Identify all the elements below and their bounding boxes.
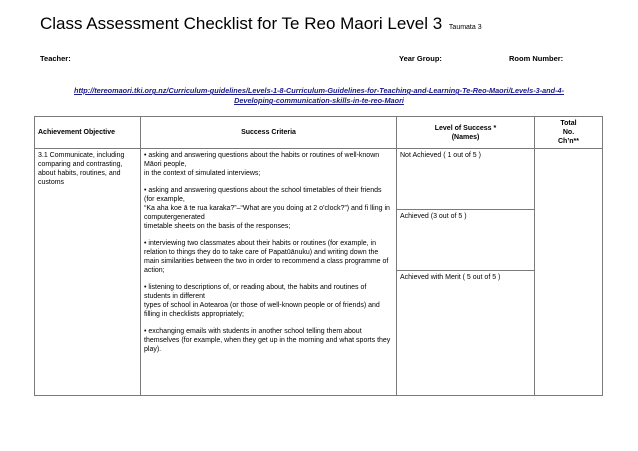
page-title <box>40 14 482 34</box>
header-total-line3: Ch’n** <box>558 138 579 145</box>
level-achieved[interactable]: Achieved (3 out of 5 ) <box>397 210 535 271</box>
header-total-line1: Total <box>560 120 577 127</box>
title-main: Class Assessment Checklist for Te Reo Maori Level 3 <box>40 14 443 33</box>
curriculum-link[interactable] <box>40 86 598 106</box>
header-level-line1: Level of Success * <box>434 124 497 132</box>
objective-cell: 3.1 Communicate, including comparing and contrasting, about habits, routines, and customs <box>35 149 141 396</box>
title-small: Taumata 3 <box>448 24 482 31</box>
criteria-item: • asking and answering questions about the school timetables of their friends (for example, “Ka aha koe ā te rua karaka?”–“What are you doing at 2 o’clock?”) and fi lling in computergenerated timetable sheets on the basis of the responses; <box>144 187 390 230</box>
header-level-line2: (Names) <box>451 133 480 141</box>
level-merit[interactable]: Achieved with Merit ( 5 out of 5 ) <box>397 271 535 396</box>
curriculum-link-line2[interactable]: Developing-communication-skills-in-te-reo-Maori <box>234 96 404 105</box>
header-total <box>535 117 603 149</box>
total-cell[interactable] <box>535 149 603 396</box>
criteria-item: • interviewing two classmates about their habits or routines (for example, in relation to things they do to take care of Papatūānuku) and writing down the main similarities between the two in order to recommend a class programme of action; <box>144 240 389 274</box>
curriculum-link-line1[interactable]: http://tereomaori.tki.org.nz/Curriculum-guidelines/Levels-1-8-Curriculum-Guidelines-for-Teaching-and-Learning-Te-Reo-Maori/Levels-3-and-4- <box>73 86 565 95</box>
criteria-item: • asking and answering questions about the habits or routines of well-known Māori people, in the context of simulated interviews; <box>144 152 380 177</box>
criteria-cell <box>141 149 397 396</box>
header-criteria: Success Criteria <box>141 117 397 149</box>
table-header-row <box>35 117 603 149</box>
assessment-table <box>34 116 603 396</box>
criteria-item: • exchanging emails with students in another school telling them about themselves (for example, when they get up in the morning and what sports they play). <box>144 328 391 353</box>
header-objective: Achievement Objective <box>35 117 141 149</box>
criteria-item: • listening to descriptions of, or reading about, the habits and routines of students in different types of school in Aotearoa (or those of well-known people or of friends) and filling in checklists appropriately; <box>144 284 380 318</box>
year-group-label: Year Group: <box>399 54 442 63</box>
teacher-label: Teacher: <box>40 54 71 63</box>
room-number-label: Room Number: <box>509 54 564 63</box>
level-not-achieved[interactable]: Not Achieved ( 1 out of 5 ) <box>397 149 535 210</box>
header-level <box>397 117 535 149</box>
table-row <box>35 149 603 210</box>
header-total-line2: No. <box>562 129 575 136</box>
